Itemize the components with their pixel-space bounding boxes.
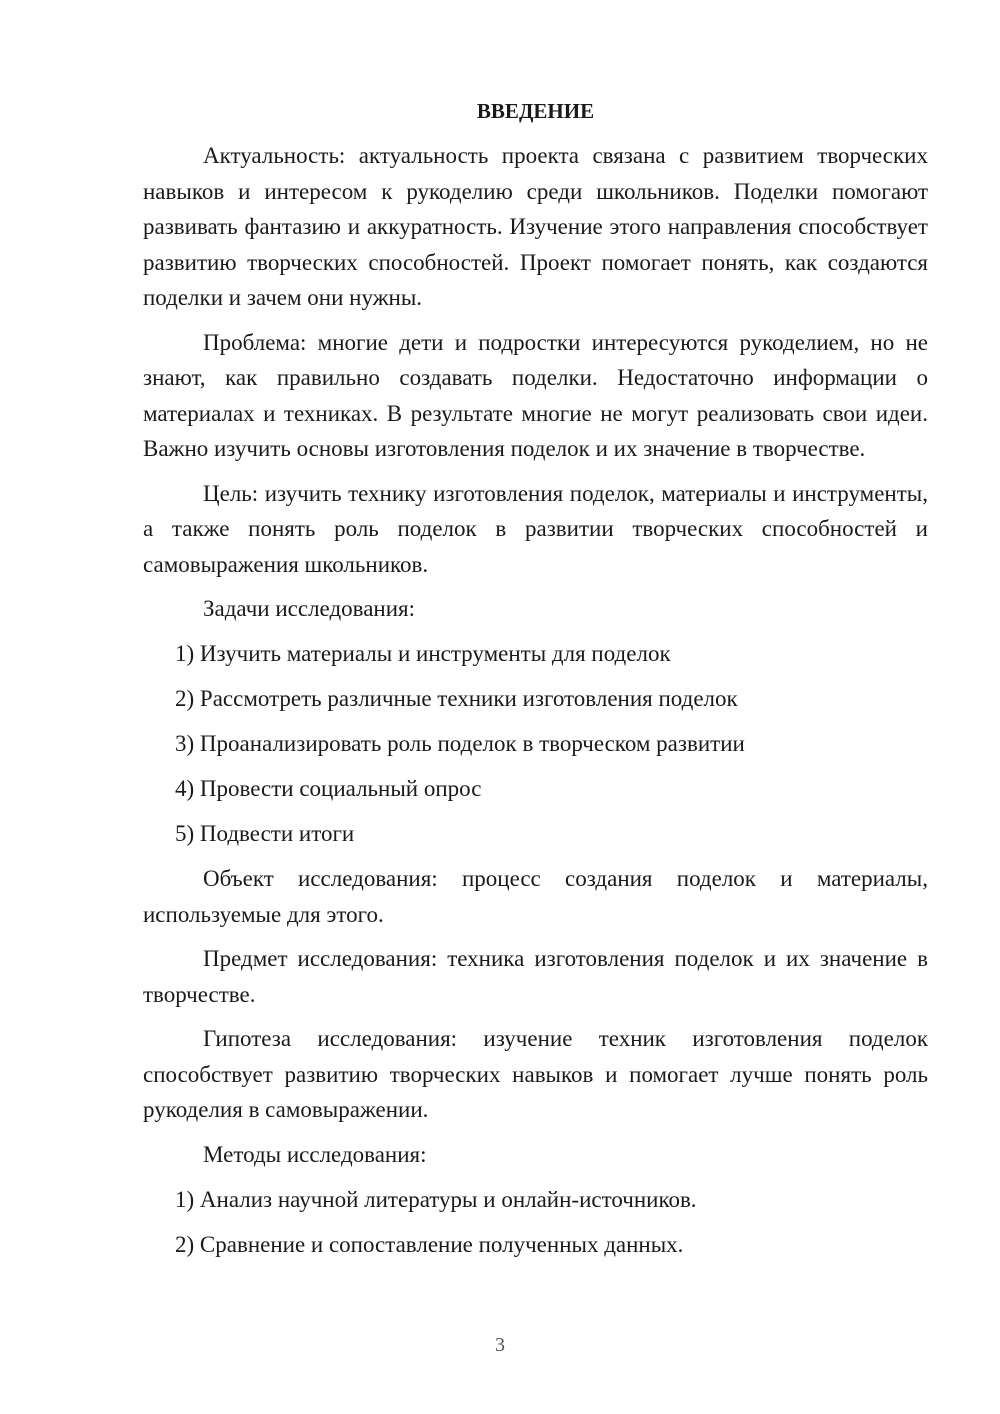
goal-paragraph: Цель: изучить технику изготовления поделок, материалы и инструменты, а также понять роль поделок в развитии творческих способностей и самовыражения школьников. bbox=[143, 480, 928, 577]
methods-list bbox=[143, 1182, 928, 1262]
list-item: 2) Сравнение и сопоставление полученных данных. bbox=[175, 1231, 684, 1257]
hypothesis-paragraph: Гипотеза исследования: изучение техник изготовления поделок способствует развитию творческих навыков и помогает лучше понять роль рукоделия в самовыражении. bbox=[143, 1026, 928, 1122]
object-paragraph: Объект исследования: процесс создания поделок и материалы, используемые для этого. bbox=[143, 866, 928, 927]
list-item: 3) Проанализировать роль поделок в творческом развитии bbox=[175, 731, 745, 756]
document-page bbox=[143, 96, 928, 1272]
relevance-paragraph: Актуальность: актуальность проекта связана с развитием творческих навыков и интересом к рукоделию среди школьников. Поделки помогают развивать фантазию и аккуратность. Изучение этого направления способствует развитию творческих способностей. Проект помогает понять, как создаются поделки и зачем они нужны. bbox=[143, 143, 928, 310]
problem-paragraph: Проблема: многие дети и подростки интересуются рукоделием, но не знают, как правильно создавать поделки. Недостаточно информации о материалах и техниках. В результате многие не могут реализовать свои идеи. Важно изучить основы изготовления поделок и их значение в творчестве. bbox=[143, 329, 928, 461]
section-title: ВВЕДЕНИЕ bbox=[476, 99, 595, 123]
list-item: 5) Подвести итоги bbox=[175, 821, 355, 846]
tasks-heading: Задачи исследования: bbox=[203, 596, 416, 621]
list-item: 4) Провести социальный опрос bbox=[175, 776, 482, 801]
list-item: 2) Рассмотреть различные техники изготовления поделок bbox=[175, 686, 738, 711]
methods-heading: Методы исследования: bbox=[203, 1141, 427, 1167]
subject-paragraph: Предмет исследования: техника изготовления поделок и их значение в творчестве. bbox=[143, 946, 928, 1007]
tasks-list bbox=[143, 636, 928, 851]
list-item: 1) Изучить материалы и инструменты для поделок bbox=[175, 641, 671, 666]
page-number: 3 bbox=[495, 1334, 505, 1356]
list-item: 1) Анализ научной литературы и онлайн-источников. bbox=[175, 1186, 697, 1212]
